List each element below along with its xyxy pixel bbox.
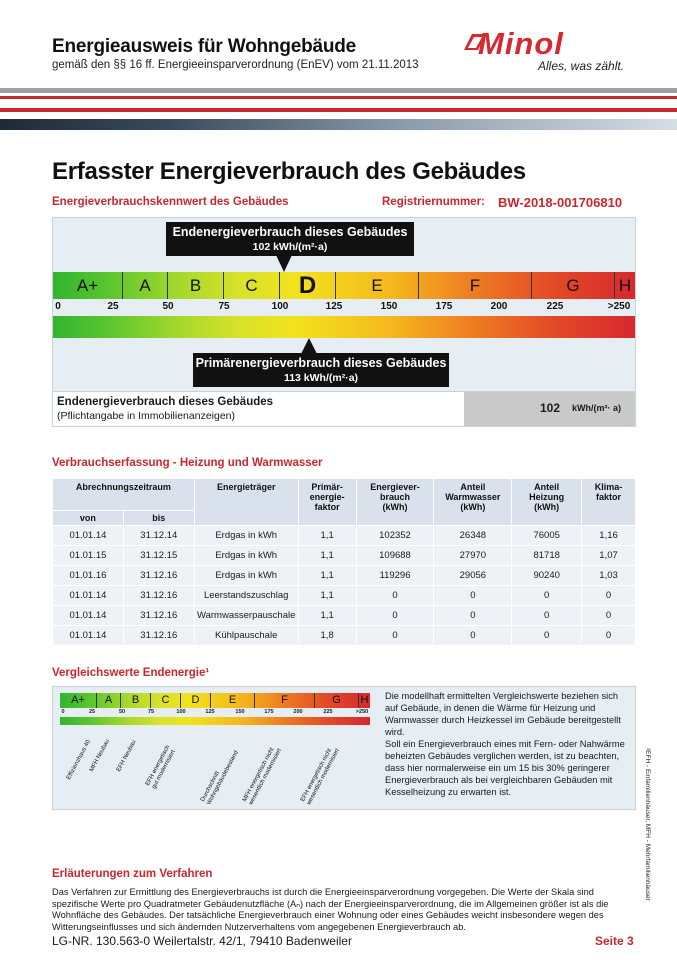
cell-from: 01.01.16 bbox=[53, 566, 124, 586]
header-carrier: Energieträger bbox=[194, 479, 298, 526]
building-label: Durchschnitt Wohngebäudebestand bbox=[200, 750, 240, 807]
cell-pf: 1,1 bbox=[298, 586, 356, 606]
scale-tick: 0 bbox=[55, 301, 61, 312]
registration-label: Registriernummer: bbox=[382, 196, 485, 208]
document-subtitle: gemäß den §§ 16 ff. Energieeinsparverordnung (EnEV) vom 21.11.2013 bbox=[52, 59, 419, 71]
comparison-tick: 0 bbox=[61, 709, 65, 715]
comparison-tick: 75 bbox=[147, 709, 155, 715]
comparison-gradient-bar bbox=[60, 717, 370, 725]
class-cell: G bbox=[532, 272, 615, 299]
scale-tick: 125 bbox=[325, 301, 343, 312]
comparison-tick: 100 bbox=[176, 709, 186, 715]
cell-heat: 0 bbox=[512, 586, 582, 606]
end-consumption-value: 102 bbox=[540, 401, 561, 415]
energy-gradient-bar bbox=[53, 316, 635, 338]
header-warm-water: Anteil Warmwasser (kWh) bbox=[434, 479, 512, 526]
cell-carrier: Warmwasserpauschale bbox=[194, 606, 298, 626]
cell-pf: 1,8 bbox=[298, 626, 356, 646]
energy-class-bar bbox=[53, 272, 635, 299]
cell-energy: 119296 bbox=[356, 566, 434, 586]
header-period: Abrechnungszeitraum bbox=[53, 479, 195, 511]
comparison-tick: 125 bbox=[205, 709, 215, 715]
header-climate: Klima- faktor bbox=[582, 479, 636, 526]
table-row bbox=[53, 606, 636, 626]
header-to: bis bbox=[123, 511, 194, 526]
comparison-class-cell: D bbox=[181, 693, 211, 708]
prim-callout-pointer-icon bbox=[301, 338, 317, 354]
comparison-class-cell: G bbox=[315, 693, 359, 708]
building-label: EFH Neubau bbox=[116, 739, 138, 773]
header-energy: Energiever- brauch (kWh) bbox=[356, 479, 434, 526]
end-consumption-unit: kWh/(m²· a) bbox=[572, 403, 621, 413]
cell-climate: 0 bbox=[582, 606, 636, 626]
scale-tick: 225 bbox=[546, 301, 564, 312]
cell-from: 01.01.14 bbox=[53, 626, 124, 646]
building-label: Effizienzhaus 40 bbox=[66, 739, 92, 781]
cell-to: 31.12.16 bbox=[123, 606, 194, 626]
cell-to: 31.12.15 bbox=[123, 546, 194, 566]
cell-ww: 0 bbox=[434, 606, 512, 626]
cell-pf: 1,1 bbox=[298, 566, 356, 586]
building-label: EFH energetisch nicht wesentlich modernisiert bbox=[300, 747, 341, 807]
comparison-class-cell: C bbox=[151, 693, 181, 708]
cell-energy: 0 bbox=[356, 626, 434, 646]
class-cell: H bbox=[618, 276, 632, 295]
table-row bbox=[53, 586, 636, 606]
building-label: EFH energetisch gut modernisiert bbox=[145, 744, 177, 791]
cell-from: 01.01.14 bbox=[53, 586, 124, 606]
cell-pf: 1,1 bbox=[298, 606, 356, 626]
table-row bbox=[53, 566, 636, 586]
end-energy-callout bbox=[166, 222, 414, 256]
document-title: Energieausweis für Wohngebäude bbox=[52, 36, 357, 57]
prim-callout-value: 113 kWh/(m²·a) bbox=[283, 372, 359, 384]
header-stripe-red-2 bbox=[0, 108, 677, 112]
class-cell: E bbox=[336, 272, 419, 299]
scale-tick: 175 bbox=[435, 301, 453, 312]
cell-pf: 1,1 bbox=[298, 526, 356, 546]
comparison-tick: 175 bbox=[264, 709, 274, 715]
comparison-text-2: Soll ein Energieverbrauch eines mit Fern- oder Nahwärme beheizten Gebäudes verglichen werden, ist zu beachten, dass hier normalerweise ein um 15 bis 30% geringerer Energieverbrauch als bei vergleichbaren Gebäuden mit Kesselheizung zu erwarten ist. bbox=[385, 739, 625, 797]
footnote-building-types: ¹EFH - Einfamilienhäuser, MFH - Mehrfamilienhäuser bbox=[644, 748, 651, 901]
class-cell-active: D bbox=[280, 272, 336, 299]
cell-carrier: Leerstandszuschlag bbox=[194, 586, 298, 606]
consumption-table bbox=[52, 478, 636, 646]
cell-energy: 102352 bbox=[356, 526, 434, 546]
explanation-title: Erläuterungen zum Verfahren bbox=[52, 868, 213, 880]
cell-ww: 29056 bbox=[434, 566, 512, 586]
consumption-title: Verbrauchserfassung - Heizung und Warmwasser bbox=[52, 457, 323, 469]
header-stripe-red bbox=[0, 96, 677, 99]
registration-number: BW-2018-001706810 bbox=[498, 195, 623, 210]
prim-callout-title: Primärenergieverbrauch dieses Gebäudes bbox=[195, 356, 447, 370]
comparison-class-cell: H bbox=[360, 694, 369, 706]
logo-slogan: Alles, was zählt. bbox=[538, 59, 625, 73]
building-label: MFH energetisch nicht wesentlich modernisiert bbox=[242, 746, 283, 807]
end-callout-value: 102 kWh/(m²·a) bbox=[252, 241, 328, 253]
cell-heat: 76005 bbox=[512, 526, 582, 546]
comparison-text-1: Die modellhaft ermittelten Vergleichswerte beziehen sich auf Gebäude, in denen die Wärme für Heizung und Warmwasser durch Heizkessel im Gebäude bereitgestellt wird. bbox=[385, 691, 621, 737]
comparison-tick: 225 bbox=[323, 709, 333, 715]
cell-ww: 27970 bbox=[434, 546, 512, 566]
cell-energy: 109688 bbox=[356, 546, 434, 566]
cell-ww: 0 bbox=[434, 586, 512, 606]
kennwert-label: Energieverbrauchskennwert des Gebäudes bbox=[52, 196, 289, 208]
cell-carrier: Kühlpauschale bbox=[194, 626, 298, 646]
scale-tick: 75 bbox=[218, 301, 230, 312]
comparison-tick: >250 bbox=[355, 709, 369, 715]
explanation-text: Das Verfahren zur Ermittlung des Energieverbrauchs ist durch die Energieeinsparverordnung vorgegeben. Die Werte der Skala sind spezifische Werte pro Quadratmeter Gebäudenutzfläche (Aₙ) nach der Energieeinsparverordnung, die im Allgemeinen größer ist als die Wohnfläche des Gebäudes. Der tatsächliche Energieverbrauch einer Wohnung oder eines Gebäudes weicht insbesondere wegen des Witterungseinflusses und sich ändernden Nutzerverhaltens vom angegebenen Energieverbrauch ab. bbox=[52, 887, 609, 932]
class-cell: C bbox=[224, 272, 280, 299]
cell-carrier: Erdgas in kWh bbox=[194, 546, 298, 566]
header-heating: Anteil Heizung (kWh) bbox=[512, 479, 582, 526]
comparison-class-cell: F bbox=[255, 693, 315, 708]
cell-from: 01.01.14 bbox=[53, 606, 124, 626]
building-label: MFH Neubau bbox=[89, 738, 112, 773]
end-callout-title: Endenergieverbrauch dieses Gebäudes bbox=[172, 225, 408, 239]
comparison-title: Vergleichswerte Endenergie¹ bbox=[52, 667, 210, 679]
scale-tick: >250 bbox=[607, 301, 631, 312]
scale-tick: 100 bbox=[271, 301, 289, 312]
cell-climate: 1,07 bbox=[582, 546, 636, 566]
cell-climate: 1,16 bbox=[582, 526, 636, 546]
table-row bbox=[53, 626, 636, 646]
end-consumption-label: Endenergieverbrauch dieses Gebäudes bbox=[57, 396, 274, 408]
class-cell: B bbox=[168, 272, 224, 299]
scale-tick: 200 bbox=[490, 301, 508, 312]
cell-heat: 90240 bbox=[512, 566, 582, 586]
cell-to: 31.12.14 bbox=[123, 526, 194, 546]
scale-tick: 25 bbox=[107, 301, 119, 312]
scale-tick: 50 bbox=[162, 301, 174, 312]
header-gradient-band bbox=[0, 119, 677, 130]
end-callout-pointer-icon bbox=[276, 255, 292, 272]
cell-climate: 0 bbox=[582, 586, 636, 606]
table-row bbox=[53, 526, 636, 546]
cell-energy: 0 bbox=[356, 606, 434, 626]
comparison-tick: 25 bbox=[88, 709, 96, 715]
comparison-tick: 200 bbox=[293, 709, 303, 715]
cell-pf: 1,1 bbox=[298, 546, 356, 566]
cell-ww: 0 bbox=[434, 626, 512, 646]
cell-ww: 26348 bbox=[434, 526, 512, 546]
cell-energy: 0 bbox=[356, 586, 434, 606]
primary-energy-callout bbox=[193, 353, 449, 387]
cell-climate: 1,03 bbox=[582, 566, 636, 586]
cell-to: 31.12.16 bbox=[123, 626, 194, 646]
cell-heat: 0 bbox=[512, 626, 582, 646]
section-title: Erfasster Energieverbrauch des Gebäudes bbox=[52, 158, 526, 185]
class-cell: A+ bbox=[53, 272, 123, 299]
minol-logo: Minol bbox=[478, 26, 564, 61]
class-cell: A bbox=[123, 272, 168, 299]
header-from: von bbox=[53, 511, 124, 526]
footer-address: LG-NR. 130.563-0 Weilertalstr. 42/1, 79410 Badenweiler bbox=[52, 934, 352, 948]
cell-from: 01.01.14 bbox=[53, 526, 124, 546]
cell-from: 01.01.15 bbox=[53, 546, 124, 566]
cell-to: 31.12.16 bbox=[123, 566, 194, 586]
comparison-class-cell: A bbox=[97, 693, 121, 708]
cell-climate: 0 bbox=[582, 626, 636, 646]
comparison-class-bar bbox=[60, 693, 370, 708]
comparison-tick: 50 bbox=[118, 709, 126, 715]
comparison-class-cell: E bbox=[211, 693, 255, 708]
comparison-class-cell: A+ bbox=[60, 693, 97, 708]
cell-heat: 0 bbox=[512, 606, 582, 626]
cell-carrier: Erdgas in kWh bbox=[194, 526, 298, 546]
end-consumption-sublabel: (Pflichtangabe in Immobilienanzeigen) bbox=[57, 410, 236, 422]
header-primary-factor: Primär- energie- faktor bbox=[298, 479, 356, 526]
comparison-tick: 150 bbox=[235, 709, 245, 715]
page-number: Seite 3 bbox=[595, 934, 634, 948]
table-row bbox=[53, 546, 636, 566]
cell-to: 31.12.16 bbox=[123, 586, 194, 606]
class-cell: F bbox=[419, 272, 532, 299]
cell-carrier: Erdgas in kWh bbox=[194, 566, 298, 586]
comparison-class-cell: B bbox=[121, 693, 151, 708]
header-stripe-grey bbox=[0, 88, 677, 93]
scale-tick: 150 bbox=[380, 301, 398, 312]
cell-heat: 81718 bbox=[512, 546, 582, 566]
